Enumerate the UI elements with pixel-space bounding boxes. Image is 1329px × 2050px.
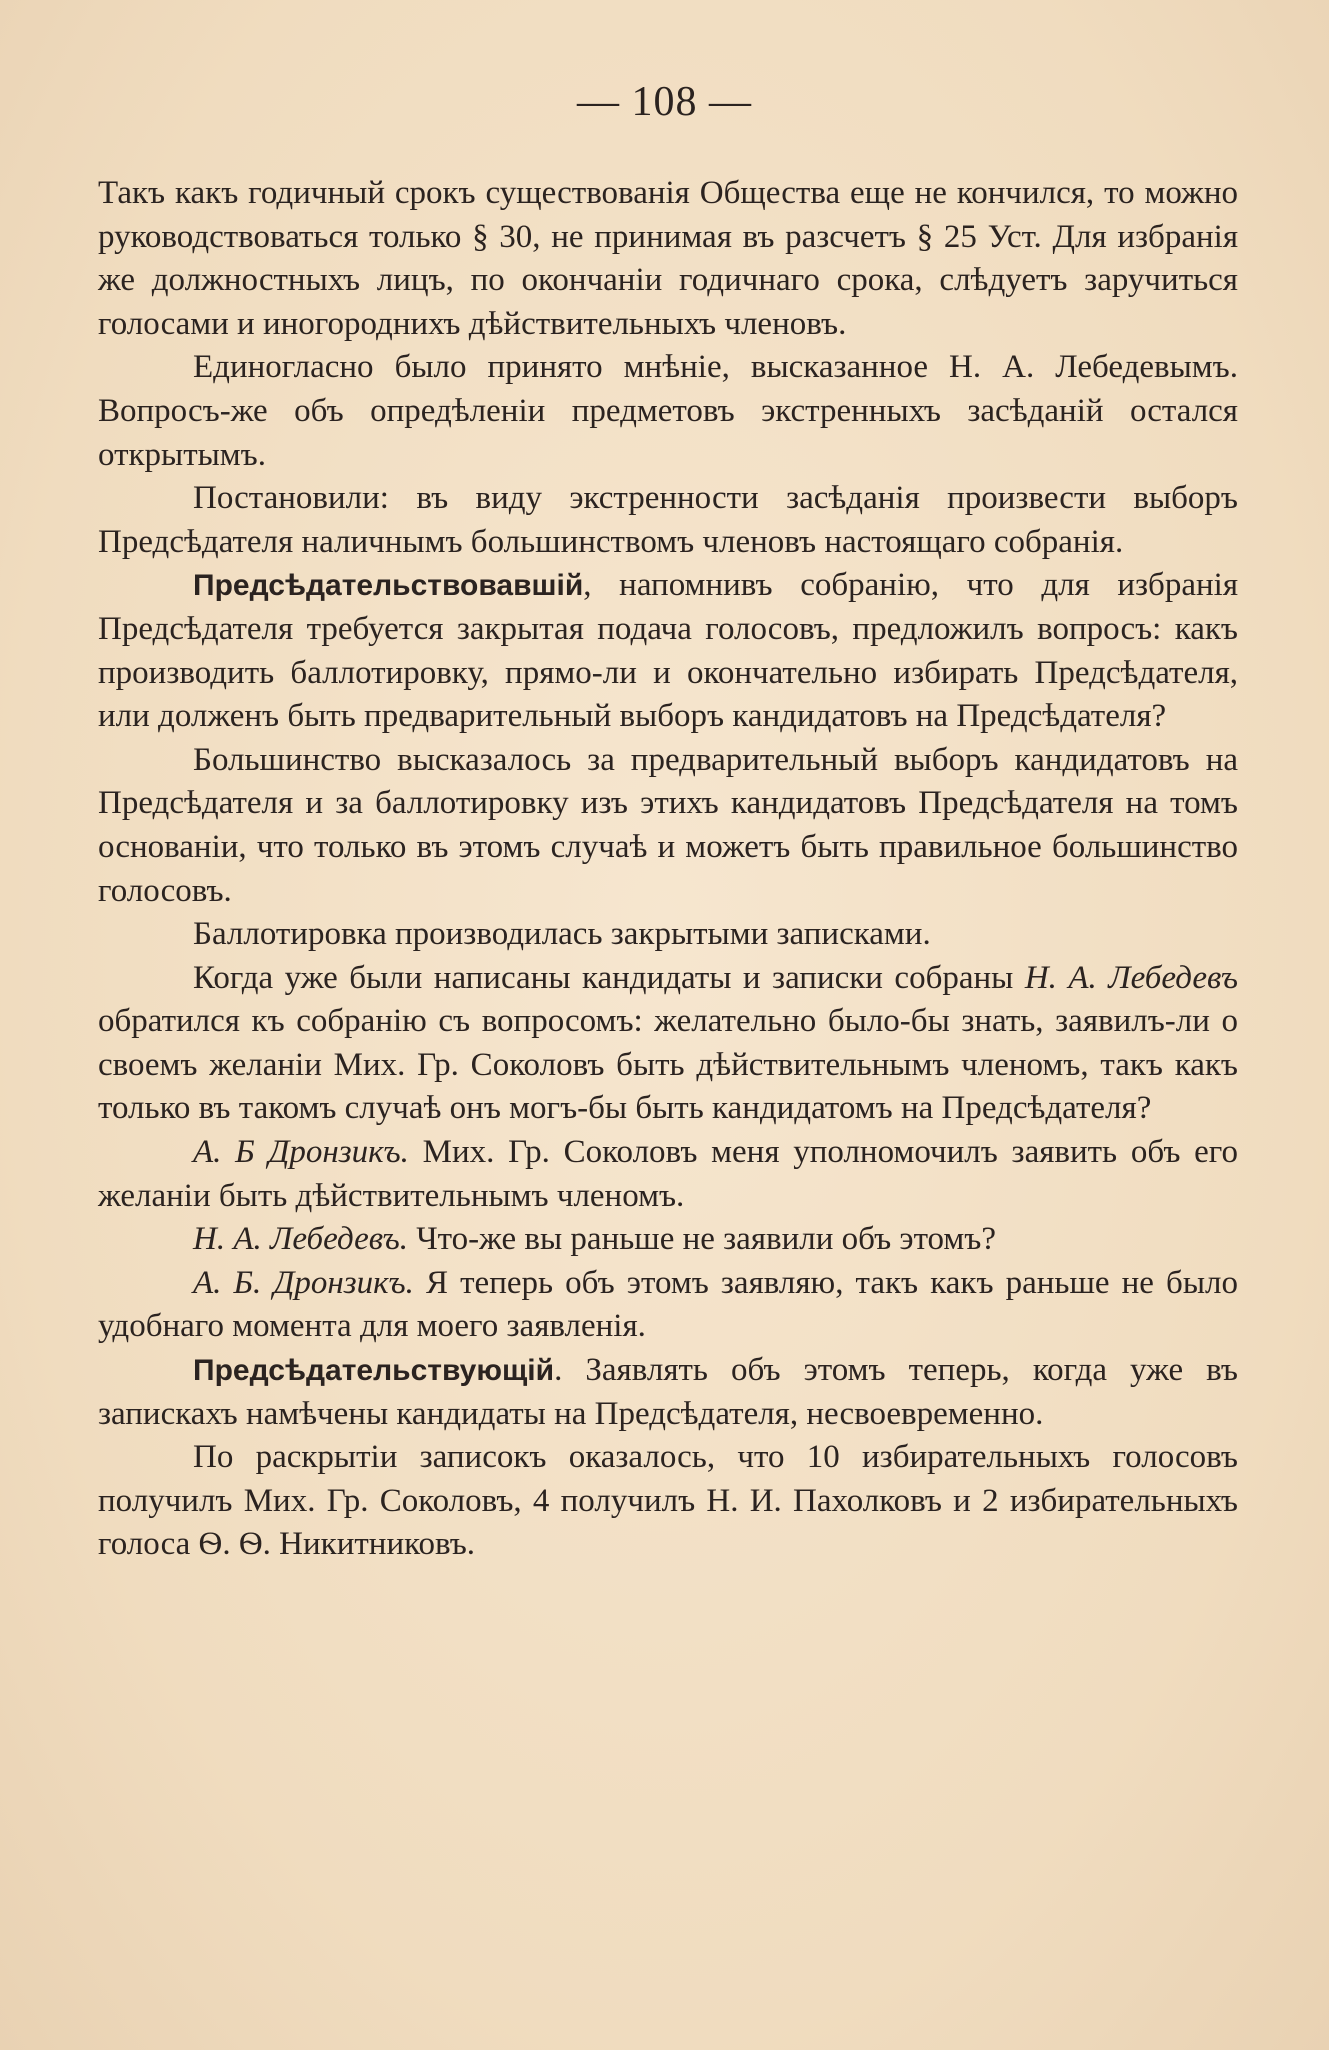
text-run: Когда уже были написаны кандидаты и записки собраны	[193, 959, 1025, 996]
text-run: . Заявлять объ этомъ теперь, когда уже въ запискахъ намѣчены кандидаты на Предсѣдателя, несвоевременно.	[98, 1352, 1238, 1432]
paragraph-10	[98, 1262, 1238, 1349]
speaker-name-bold: Предсѣдательствующій	[193, 1354, 555, 1388]
page-text	[98, 172, 1238, 1567]
text-run: Мих. Гр. Соколовъ меня уполномочилъ заявить объ его желаніи быть дѣйствительнымъ членомъ.	[98, 1134, 1238, 1214]
speaker-name-bold: Предсѣдательствовавшій	[193, 569, 584, 603]
paragraph-8	[98, 1131, 1238, 1218]
text-run: Баллотировка производилась закрытыми записками.	[193, 916, 931, 953]
text-run: Единогласно было принято мнѣніе, высказанное Н. А. Лебедевымъ. Вопросъ-же объ опредѣленіи предметовъ экстренныхъ засѣданій остался открытымъ.	[98, 349, 1238, 473]
text-run: , напомнивъ собранію, что для избранія Предсѣдателя требуется закрытая подача голосовъ, предложилъ вопросъ: какъ производить баллотировку, прямо-ли и окончательно избирать Предсѣдателя, или долженъ быть предварительный выборъ кандидатовъ на Предсѣдателя?	[98, 567, 1238, 735]
paragraph-9	[98, 1218, 1238, 1262]
paragraph-6	[98, 913, 1238, 957]
text-run: Такъ какъ годичный срокъ существованія Общества еще не кончился, то можно руководствоваться только § 30, не принимая въ разсчетъ § 25 Уст. Для избранія же должностныхъ лицъ, по окончаніи годичнаго срока, слѣдуетъ заручиться голосами и иногороднихъ дѣйствительныхъ членовъ.	[98, 175, 1238, 342]
paragraph-3	[98, 477, 1238, 564]
text-run: Что-же вы раньше не заявили объ этомъ?	[407, 1221, 997, 1258]
text-run: Я теперь объ этомъ заявляю, такъ какъ раньше не было удобнаго момента для моего заявленія.	[98, 1264, 1238, 1345]
speaker-name-italic: А. Б Дронзикъ.	[193, 1134, 409, 1171]
paragraph-1	[98, 172, 1238, 346]
speaker-name-italic: Н. А. Лебедевъ	[1024, 959, 1238, 996]
paragraph-7	[98, 957, 1238, 1131]
text-run: Постановили: въ виду экстренности засѣданія произвести выборъ Предсѣдателя наличнымъ большинствомъ членовъ настоящаго собранія.	[98, 480, 1238, 560]
text-run: обратился къ собранію съ вопросомъ: желательно было-бы знать, заявилъ-ли о своемъ желаніи Мих. Гр. Соколовъ быть дѣйствительнымъ членомъ, такъ какъ только въ такомъ случаѣ онъ могъ-бы быть кандидатомъ на Предсѣдателя?	[98, 1003, 1238, 1127]
paragraph-12	[98, 1436, 1238, 1567]
speaker-name-italic: А. Б. Дронзикъ.	[193, 1264, 414, 1301]
text-run: Большинство высказалось за предварительный выборъ кандидатовъ на Предсѣдателя и за баллотировку изъ этихъ кандидатовъ Предсѣдателя на томъ основаніи, что только въ этомъ случаѣ и можетъ быть правильное большинство голосовъ.	[98, 741, 1238, 909]
paragraph-2	[98, 346, 1238, 477]
speaker-name-italic: Н. А. Лебедевъ.	[193, 1221, 408, 1258]
text-run: По раскрытіи записокъ оказалось, что 10 избирательныхъ голосовъ получилъ Мих. Гр. Соколовъ, 4 получилъ Н. И. Пахолковъ и 2 избирательныхъ голоса Ѳ. Ѳ. Никитниковъ.	[98, 1439, 1238, 1563]
paragraph-4	[98, 564, 1238, 738]
paragraph-11	[98, 1349, 1238, 1436]
paragraph-5	[98, 739, 1238, 913]
page-number: — 108 —	[577, 79, 752, 125]
